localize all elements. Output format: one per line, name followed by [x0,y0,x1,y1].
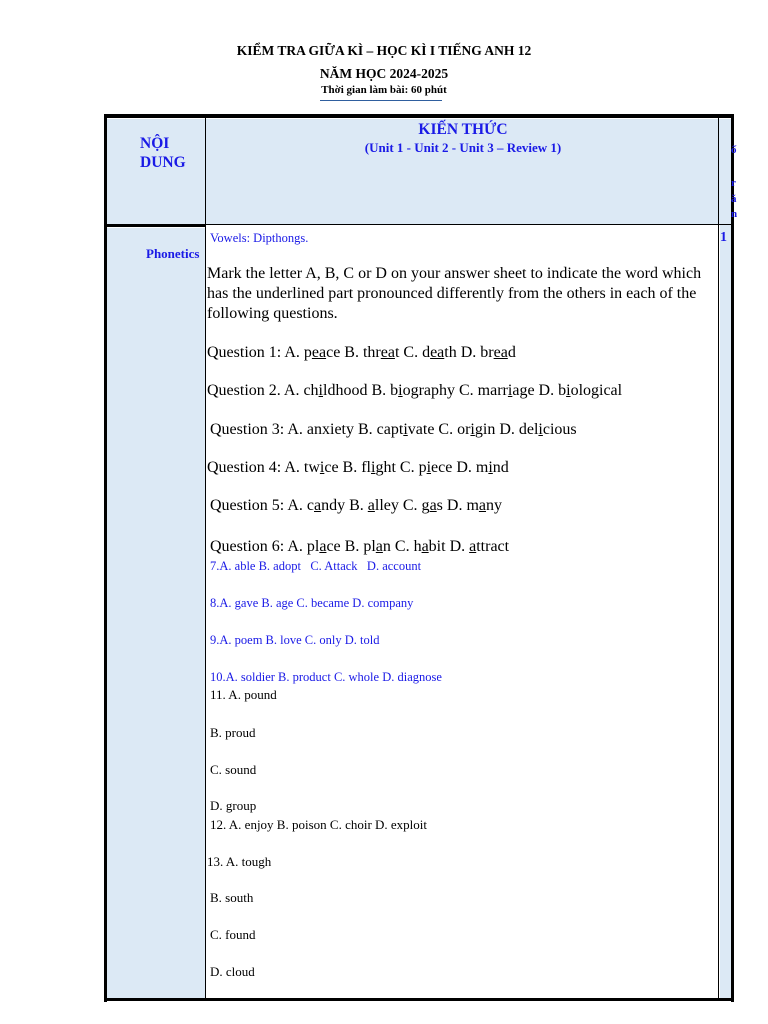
table-bottom-border [104,998,734,1001]
question-12: 12. A. enjoy B. poison C. choir D. exploit [210,817,428,832]
noi-dung-line1: NỘI [140,135,170,152]
noi-dung-header [140,134,186,172]
question-8: 8.A. gave B. age C. became D. company [210,596,414,610]
question-5: Question 5: A. candy B. alley C. gas D. many [210,497,503,514]
question-6: Question 6: A. place B. plan C. habit D. attract [210,538,510,555]
question-4: Question 4: A. twice B. flight C. piece D. mind [207,459,509,476]
school-year: NĂM HỌC 2024-2025 [319,66,449,81]
table-right-border [731,114,734,1002]
question-13-d: D. cloud [210,964,255,979]
right-header-fragment-1: ố [731,145,737,156]
question-3: Question 3: A. anxiety B. captivate C. origin D. delicious [210,421,577,438]
row-count: 1 [720,230,727,245]
question-13-a: 13. A. tough [207,854,272,869]
question-7: 7.A. able B. adopt C. Attack D. account [210,559,422,573]
right-header-fragment-4: n [731,209,737,220]
time-limit-underline [320,100,442,101]
row-label-phonetics: Phonetics [146,246,200,261]
kien-thuc-header [206,120,720,156]
right-header-fragment-2: r [731,178,736,189]
header-row-divider-thin [206,224,732,225]
column-divider-1 [205,118,206,1000]
question-11-b: B. proud [210,725,256,740]
time-limit: Thời gian làm bài: 60 phút [321,84,447,96]
instruction-text: Mark the letter A, B, C or D on your answer sheet to indicate the word which has the underlined part pronounced differently from the others in each of the following questions. [207,265,702,322]
noi-dung-column-bg [106,228,205,1000]
kien-thuc-subtitle: (Unit 1 - Unit 2 - Unit 3 – Review 1) [364,140,562,155]
header-row-divider [104,224,206,227]
question-11-d: D. group [210,798,257,813]
question-13-c: C. found [210,927,256,942]
question-2: Question 2. A. childhood B. biography C. marriage D. biological [207,382,623,399]
exam-title: KIỂM TRA GIỮA KÌ – HỌC KÌ I TIẾNG ANH 12 [236,43,532,58]
table-left-border [104,114,107,1002]
question-10: 10.A. soldier B. product C. whole D. diagnose [210,670,442,684]
question-13-b: B. south [210,890,254,905]
table-top-border [104,114,734,118]
kien-thuc-title: KIẾN THỨC [418,121,508,138]
question-9: 9.A. poem B. love C. only D. told [210,633,380,647]
question-11-a: 11. A. pound [210,687,277,702]
topic-label: Vowels: Dipthongs. [210,231,309,245]
noi-dung-line2: DUNG [140,154,186,171]
right-header-fragment-3: ă [731,194,737,205]
question-11-c: C. sound [210,762,257,777]
question-1: Question 1: A. peace B. threat C. death D. bread [207,344,516,361]
